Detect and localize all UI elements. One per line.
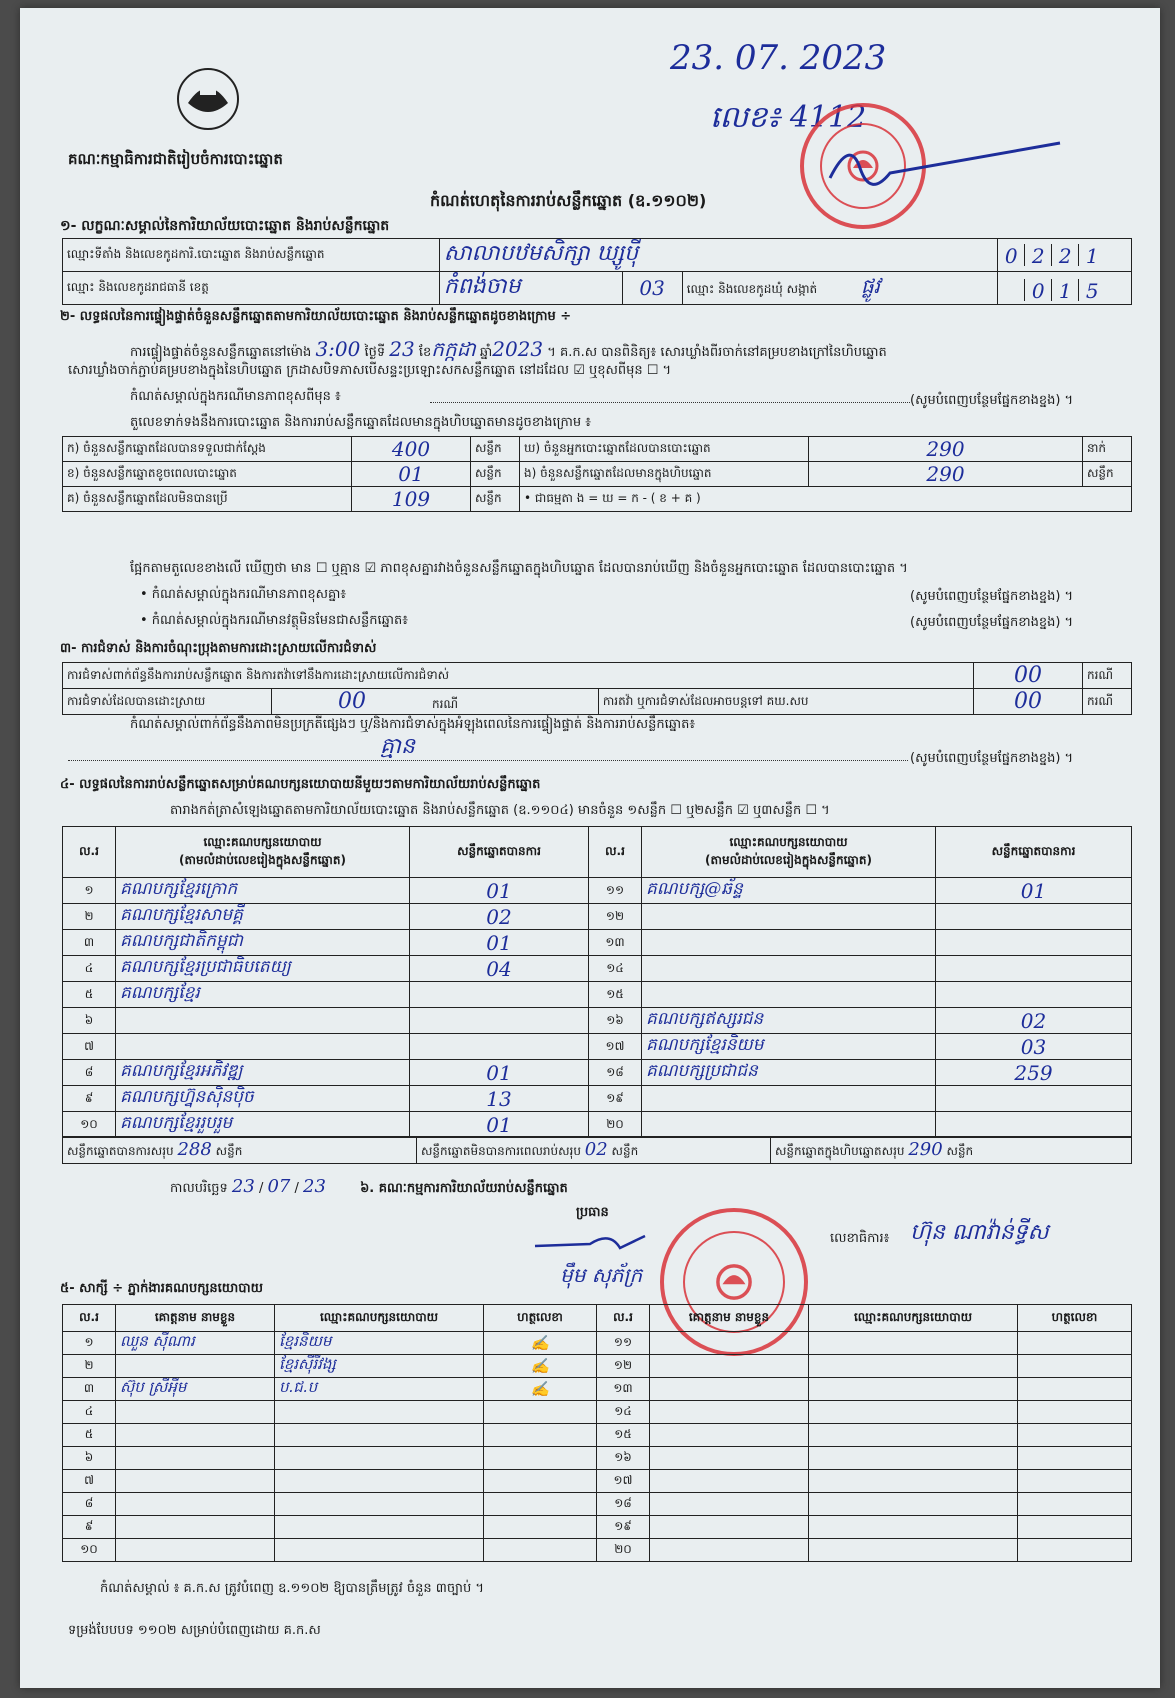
objections-value: 00 xyxy=(974,663,1083,689)
table-header xyxy=(63,1305,1132,1332)
date-month: 07 xyxy=(267,1176,291,1197)
location-code xyxy=(998,239,1132,272)
col-no: ល.រ xyxy=(597,1305,650,1332)
witness-party xyxy=(809,1516,1018,1539)
unit-label: ករណី xyxy=(1083,663,1132,689)
witness-no: ៨ xyxy=(63,1493,116,1516)
result-no: ៤ xyxy=(63,956,116,982)
result-no: ១៧ xyxy=(589,1034,642,1060)
witness-table xyxy=(62,1304,1132,1562)
numbers-intro: តួលេខទាក់ទងនឹងការបោះឆ្នោត និងការរាប់សន្លឹកឆ្នោតដែលមានក្នុងហិបឆ្នោតមានដូចខាងក្រោម ៖ xyxy=(130,415,591,430)
numbers-table xyxy=(62,436,1132,512)
result-no: ១ xyxy=(63,878,116,904)
location-code-digit: 2 xyxy=(1051,244,1078,266)
verify-line1-suffix: ។ គ.ក.ស បានពិនិត្យ៖ សោរឃ្លាំងពីរចាក់នៅគម្របខាងក្រៅនៃហិបឆ្នោត xyxy=(547,345,887,360)
fill-hint: (សូមបំពេញបន្ថែមផ្នែកខាងខ្នង) ។ xyxy=(910,589,1074,604)
table-row xyxy=(63,956,1132,982)
results-totals xyxy=(62,1136,1132,1164)
result-party: គណបក្សហ្វ៊ុនស៊ិនប៉ិច xyxy=(116,1086,410,1112)
chair-signature xyxy=(530,1226,650,1256)
unit-label: សន្លឹក xyxy=(946,1144,974,1158)
col-party-title: ឈ្មោះគណបក្សនយោបាយ xyxy=(729,835,848,849)
result-no: ៩ xyxy=(63,1086,116,1112)
unit-label: សន្លឹក xyxy=(471,437,520,462)
witness-signature xyxy=(1018,1332,1132,1355)
witness-signature xyxy=(1018,1493,1132,1516)
escalated-label: ការតវ៉ា ឬការជំទាស់ដែលអាចបន្តទៅ គឃ.សប xyxy=(598,689,973,715)
result-party xyxy=(642,1112,936,1138)
result-no: ៨ xyxy=(63,1060,116,1086)
witness-no: ១ xyxy=(63,1332,116,1355)
verify-time-label: ការផ្ទៀងផ្ទាត់ចំនួនសន្លឹកឆ្នោតនៅម៉ោង xyxy=(130,345,312,360)
witness-signature: ✍ xyxy=(484,1355,597,1378)
table-row xyxy=(63,878,1132,904)
form-code: ទម្រង់បែបបទ ១១០២ សម្រាប់បំពេញដោយ គ.ក.ស xyxy=(68,1623,321,1638)
tally-sheet-count: តារាងកត់ត្រាសំឡេងឆ្នោតតាមការិយាល័យបោះឆ្នោត និងរាប់សន្លឹកឆ្នោត (ឧ.១១០៤) មានចំនួន ១សន្លឹក ☐ ឬ២សន្លឹក ☑ ឬ៣សន្លឹក ☐ ។ xyxy=(170,803,830,818)
irregularity-note-label: កំណត់សម្គាល់ពាក់ព័ន្ធនឹងភាពមិនប្រក្រតីផ្សេងៗ ឬ/និងការជំទាស់ក្នុងអំឡុងពេលនៃការផ្ទៀងផ្ទាត់ និងការរាប់សន្លឹកឆ្នោត៖ xyxy=(130,717,696,732)
table-row xyxy=(63,982,1132,1008)
witness-signature xyxy=(1018,1378,1132,1401)
witness-signature xyxy=(484,1470,597,1493)
col-name: គោត្តនាម នាមខ្លួន xyxy=(650,1305,809,1332)
table-row xyxy=(63,1086,1132,1112)
location-code-digit: 1 xyxy=(1078,244,1105,266)
commune-code xyxy=(998,272,1132,305)
result-no: ១៤ xyxy=(589,956,642,982)
section1-table xyxy=(62,238,1132,305)
result-party xyxy=(642,930,936,956)
result-no: ១៩ xyxy=(589,1086,642,1112)
result-votes xyxy=(410,982,589,1008)
col-party xyxy=(116,827,410,878)
col-no: ល.រ xyxy=(589,827,642,878)
fill-hint: (សូមបំពេញបន្ថែមផ្នែកខាងខ្នង) ។ xyxy=(910,393,1074,408)
received-value: 400 xyxy=(352,437,471,462)
witness-name xyxy=(116,1539,275,1562)
results-table xyxy=(62,826,1132,1138)
table-row xyxy=(63,437,1132,462)
result-party: គណបក្សខ្មែរក្រោក xyxy=(116,878,410,904)
result-votes xyxy=(410,1008,589,1034)
unit-label: សន្លឹក xyxy=(1083,462,1132,487)
witness-party xyxy=(275,1493,484,1516)
secretary-label: លេខាធិការ៖ xyxy=(830,1231,890,1246)
verify-month-label: ខែ xyxy=(418,345,432,360)
witness-name xyxy=(650,1378,809,1401)
table-row xyxy=(63,1470,1132,1493)
result-party: គណបក្សខ្មែរប្រជាធិបតេយ្យ xyxy=(116,956,410,982)
witness-no: ៤ xyxy=(63,1401,116,1424)
table-row xyxy=(63,1060,1132,1086)
witness-party xyxy=(275,1401,484,1424)
witness-party: ខ្មែរនិយម xyxy=(275,1332,484,1355)
table-row xyxy=(63,1401,1132,1424)
unused-value: 109 xyxy=(352,487,471,512)
result-votes: 259 xyxy=(936,1060,1132,1086)
witness-name xyxy=(650,1516,809,1539)
witness-no: ១៦ xyxy=(597,1447,650,1470)
col-party-sub: (តាមលំដាប់លេខរៀងក្នុងសន្លឹកឆ្នោត) xyxy=(705,853,872,867)
result-no: ១៣ xyxy=(589,930,642,956)
witness-party xyxy=(809,1447,1018,1470)
witness-party xyxy=(809,1355,1018,1378)
witness-no: ៣ xyxy=(63,1378,116,1401)
result-votes: 02 xyxy=(410,904,589,930)
witness-no: ២០ xyxy=(597,1539,650,1562)
invalid-total-cell xyxy=(417,1137,771,1164)
section2-title: ២- លទ្ធផលនៃការផ្ទៀងផ្ទាត់ចំនួនសន្លឹកឆ្នោតតាមការិយាល័យបោះឆ្នោត និងរាប់សន្លឹកឆ្នោតដូចខាងក្រោម ÷ xyxy=(60,309,572,324)
witness-signature xyxy=(484,1516,597,1539)
section4-title: ៤- លទ្ធផលនៃការរាប់សន្លឹកឆ្នោតសម្រាប់គណបក្សនយោបាយនីមួយៗតាមការិយាល័យរាប់សន្លឹកឆ្នោត xyxy=(60,777,541,792)
witness-party xyxy=(275,1470,484,1493)
result-party xyxy=(642,904,936,930)
col-votes: សន្លឹកឆ្នោតបានការ xyxy=(410,827,589,878)
unused-label: គ) ចំនួនសន្លឹកឆ្នោតដែលមិនបានប្រើ xyxy=(63,487,352,512)
commune-cell xyxy=(682,272,997,305)
table-row xyxy=(63,1008,1132,1034)
witness-name: ស៊ុប ស្រីអុីម xyxy=(116,1378,275,1401)
in-box-value: 290 xyxy=(809,462,1083,487)
witness-name: ឈួន ស៊ីណារ xyxy=(116,1332,275,1355)
in-box-label: ង) ចំនួនសន្លឹកឆ្នោតដែលមានក្នុងហិបឆ្នោត xyxy=(520,462,809,487)
result-no: ២ xyxy=(63,904,116,930)
handwritten-ref: លេខ៖ 4112 xyxy=(710,100,867,135)
province-value: កំពង់ចាម xyxy=(439,272,622,305)
unit-label: សន្លឹក xyxy=(611,1144,639,1158)
formula: • ជាធម្មតា ង = ឃ = ក - ( ខ + គ ) xyxy=(520,487,1132,512)
invalid-total-label: សន្លឹកឆ្នោតមិនបានការពេលរាប់សរុប xyxy=(421,1144,581,1158)
witness-name xyxy=(116,1470,275,1493)
foreign-object-note: • កំណត់សម្គាល់ក្នុងករណីមានវត្ថុមិនមែនជាសន្លឹកឆ្នោត៖ xyxy=(140,613,408,628)
table-row xyxy=(63,1516,1132,1539)
fill-hint: (សូមបំពេញបន្ថែមផ្នែកខាងខ្នង) ។ xyxy=(910,751,1074,766)
witness-party xyxy=(809,1470,1018,1493)
table-row xyxy=(63,1447,1132,1470)
result-party: គណបក្សខ្មែររួបរួម xyxy=(116,1112,410,1138)
table-row xyxy=(63,1355,1132,1378)
unit-label: នាក់ xyxy=(1083,437,1132,462)
objections-table xyxy=(62,662,1132,715)
witness-name xyxy=(650,1447,809,1470)
location-value: សាលាបឋមសិក្សា ឃ្សូប៉ី xyxy=(439,239,997,272)
witness-name xyxy=(650,1470,809,1493)
witness-no: ៧ xyxy=(63,1470,116,1493)
result-party: គណបក្សខ្មែរសាមគ្គី xyxy=(116,904,410,930)
org-name: គណៈកម្មាធិការជាតិរៀបចំការបោះឆ្នោត xyxy=(68,150,283,168)
witness-no: ១៤ xyxy=(597,1401,650,1424)
witness-party xyxy=(809,1378,1018,1401)
spoiled-label: ខ) ចំនួនសន្លឹកឆ្នោតខូចពេលបោះឆ្នោត xyxy=(63,462,352,487)
commune-code-digit: 0 xyxy=(1024,279,1051,301)
table-row xyxy=(63,1424,1132,1447)
witness-name xyxy=(650,1539,809,1562)
result-no: ៧ xyxy=(63,1034,116,1060)
witness-party xyxy=(275,1516,484,1539)
irregularity-note-value: គ្មាន xyxy=(380,734,415,759)
verify-ok-checkbox[interactable]: ☑ xyxy=(573,363,585,378)
result-party: គណបក្សខ្មែរអភិវឌ្ឍ xyxy=(116,1060,410,1086)
objections-label: ការជំទាស់ពាក់ព័ន្ធនឹងការរាប់សន្លឹកឆ្នោត និងការតវ៉ាទៅនឹងការដោះស្រាយលើការជំទាស់ xyxy=(63,663,974,689)
escalated-value: 00 xyxy=(974,689,1083,715)
result-party xyxy=(642,982,936,1008)
result-no: ៦ xyxy=(63,1008,116,1034)
witness-no: ១៥ xyxy=(597,1424,650,1447)
section3-title: ៣- ការជំទាស់ និងការចំណុះប្រុងតាមការដោះស្រាយលើការជំទាស់ xyxy=(60,641,377,656)
commune-label: ឈ្មោះ និងលេខកូដឃុំ សង្កាត់ xyxy=(686,282,818,296)
form-title: កំណត់ហេតុនៃការរាប់សន្លឹកឆ្នោត (ឧ.១១០២) xyxy=(430,191,707,210)
result-no: ១០ xyxy=(63,1112,116,1138)
col-no: ល.រ xyxy=(63,1305,116,1332)
witness-name xyxy=(650,1332,809,1355)
witness-signature xyxy=(1018,1401,1132,1424)
diff-note-label: កំណត់សម្គាល់ក្នុងករណីមានភាពខុសពីមុន ៖ xyxy=(130,389,341,404)
witness-party xyxy=(809,1424,1018,1447)
witness-party xyxy=(275,1539,484,1562)
result-party: គណបក្ស@ឆ័ន្ទ xyxy=(642,878,936,904)
witness-party xyxy=(809,1332,1018,1355)
resolved-cell xyxy=(272,689,599,715)
table-row xyxy=(63,663,1132,689)
verify-changed-label: ឬខុសពីមុន xyxy=(588,363,643,378)
box-total: 290 xyxy=(908,1139,943,1160)
witness-signature xyxy=(484,1424,597,1447)
result-party: គណបក្សខ្មែរ xyxy=(116,982,410,1008)
witness-party: ខ្មែរស៊ីរីវង្ស xyxy=(275,1355,484,1378)
witness-name xyxy=(650,1424,809,1447)
voters-value: 290 xyxy=(809,437,1083,462)
unit-label: ករណី xyxy=(432,697,459,711)
witness-no: ៦ xyxy=(63,1447,116,1470)
witness-name xyxy=(116,1447,275,1470)
result-votes xyxy=(936,904,1132,930)
witness-no: ១៩ xyxy=(597,1516,650,1539)
table-row xyxy=(63,462,1132,487)
commune-value: ផ្លូវ xyxy=(860,274,880,298)
result-no: ៥ xyxy=(63,982,116,1008)
commune-code-digit: 5 xyxy=(1078,279,1105,301)
witness-signature: ✍ xyxy=(484,1378,597,1401)
result-party xyxy=(642,1086,936,1112)
verify-time: 3:00 xyxy=(315,337,361,361)
witness-name xyxy=(650,1401,809,1424)
table-row xyxy=(63,1332,1132,1355)
table-row xyxy=(63,1539,1132,1562)
witness-signature xyxy=(484,1539,597,1562)
resolved-value: 00 xyxy=(338,689,366,714)
table-row xyxy=(63,1034,1132,1060)
result-votes: 01 xyxy=(410,1112,589,1138)
province-label: ឈ្មោះ និងលេខកូដរាជធានី ខេត្ត xyxy=(63,272,440,305)
witness-party xyxy=(275,1424,484,1447)
witness-no: ១៨ xyxy=(597,1493,650,1516)
col-sign: ហត្ថលេខា xyxy=(1018,1305,1132,1332)
witness-signature xyxy=(1018,1355,1132,1378)
witness-no: ១៣ xyxy=(597,1378,650,1401)
table-row xyxy=(63,487,1132,512)
nec-emblem-icon xyxy=(170,63,246,135)
witness-name xyxy=(650,1493,809,1516)
result-votes: 01 xyxy=(410,930,589,956)
witness-no: ១១ xyxy=(597,1332,650,1355)
witness-no: ១៧ xyxy=(597,1470,650,1493)
result-votes: 01 xyxy=(410,1060,589,1086)
table-row xyxy=(63,1493,1132,1516)
result-no: ១៦ xyxy=(589,1008,642,1034)
result-votes: 03 xyxy=(936,1034,1132,1060)
witness-no: ២ xyxy=(63,1355,116,1378)
verify-day-label: ថ្ងៃទី xyxy=(364,345,386,360)
col-name: គោត្តនាម នាមខ្លួន xyxy=(116,1305,275,1332)
verify-year-label: ឆ្នាំ xyxy=(479,345,493,360)
result-votes xyxy=(936,1086,1132,1112)
voters-label: ឃ) ចំនួនអ្នកបោះឆ្នោតដែលបានបោះឆ្នោត xyxy=(520,437,809,462)
box-total-label: សន្លឹកឆ្នោតក្នុងហិបឆ្នោតសរុប xyxy=(775,1144,905,1158)
table-row xyxy=(63,904,1132,930)
col-party: ឈ្មោះគណបក្សនយោបាយ xyxy=(809,1305,1018,1332)
result-no: ១៥ xyxy=(589,982,642,1008)
result-no: ៣ xyxy=(63,930,116,956)
col-party xyxy=(642,827,936,878)
result-votes xyxy=(936,982,1132,1008)
verify-year: 2023 xyxy=(492,337,544,361)
witness-party: ប.ជ.ប xyxy=(275,1378,484,1401)
result-no: ១១ xyxy=(589,878,642,904)
result-party xyxy=(116,1008,410,1034)
result-party: គណបក្សជាតិកម្ពុជា xyxy=(116,930,410,956)
difference-note: • កំណត់សម្គាល់ក្នុងករណីមានភាពខុសគ្នា៖ xyxy=(140,587,347,602)
result-party: គណបក្សខ្មែរនិយម xyxy=(642,1034,936,1060)
box-total-cell xyxy=(771,1137,1132,1164)
result-votes xyxy=(936,956,1132,982)
fill-hint: (សូមបំពេញបន្ថែមផ្នែកខាងខ្នង) ។ xyxy=(910,615,1074,630)
witness-name xyxy=(116,1516,275,1539)
received-label: ក) ចំនួនសន្លឹកឆ្នោតដែលបានទទួលជាក់ស្តែង xyxy=(63,437,352,462)
col-sign: ហត្ថលេខា xyxy=(484,1305,597,1332)
section5-title: ៥- សាក្សី ÷ ភ្នាក់ងារគណបក្សនយោបាយ xyxy=(60,1281,263,1296)
witness-party xyxy=(809,1539,1018,1562)
witness-no: ៥ xyxy=(63,1424,116,1447)
date-label: កាលបរិច្ឆេទ xyxy=(170,1181,228,1196)
footer-note: កំណត់សម្គាល់ ៖ គ.ក.ស ត្រូវបំពេញ ឧ.១១០២ ឱ្យបានត្រឹមត្រូវ ចំនួន ៣ច្បាប់ ។ xyxy=(100,1581,484,1596)
unit-label: ករណី xyxy=(1083,689,1132,715)
result-votes xyxy=(936,1112,1132,1138)
witness-signature xyxy=(1018,1516,1132,1539)
location-code-digit: 0 xyxy=(1004,244,1018,268)
handwritten-date: 23. 07. 2023 xyxy=(670,38,887,78)
table-row xyxy=(63,1378,1132,1401)
result-votes: 02 xyxy=(936,1008,1132,1034)
result-votes: 01 xyxy=(936,878,1132,904)
form-sheet xyxy=(20,8,1160,1688)
witness-signature xyxy=(1018,1424,1132,1447)
table-row xyxy=(63,689,1132,715)
witness-name xyxy=(116,1424,275,1447)
resolved-label: ការជំទាស់ដែលបានដោះស្រាយ xyxy=(63,689,272,715)
witness-signature xyxy=(484,1401,597,1424)
unit-label: សន្លឹក xyxy=(471,487,520,512)
witness-no: ៩ xyxy=(63,1516,116,1539)
section1-title: ១- លក្ខណៈសម្គាល់នៃការិយាល័យបោះឆ្នោត និងរាប់សន្លឹកឆ្នោត xyxy=(60,218,390,234)
witness-name xyxy=(650,1355,809,1378)
witness-signature xyxy=(484,1493,597,1516)
witness-name xyxy=(116,1355,275,1378)
verify-changed-checkbox[interactable]: ☐ xyxy=(646,363,659,378)
table-header xyxy=(63,827,1132,878)
location-label: ឈ្មោះទីតាំង និងលេខកូដការិ.បោះឆ្នោត និងរាប់សន្លឹកឆ្នោត xyxy=(63,239,440,272)
witness-signature xyxy=(1018,1470,1132,1493)
witness-party xyxy=(809,1401,1018,1424)
valid-total-label: សន្លឹកឆ្នោតបានការសរុប xyxy=(67,1144,174,1158)
witness-signature xyxy=(1018,1447,1132,1470)
table-row xyxy=(63,1137,1132,1164)
result-party: គណបក្សប្រជាជន xyxy=(642,1060,936,1086)
witness-signature: ✍ xyxy=(484,1332,597,1355)
signature-top xyxy=(820,138,1080,198)
result-no: ២០ xyxy=(589,1112,642,1138)
stamp-emblem-icon xyxy=(711,1259,757,1305)
witness-party xyxy=(809,1493,1018,1516)
result-party: គណបក្សឥស្សរជន xyxy=(642,1008,936,1034)
col-party-title: ឈ្មោះគណបក្សនយោបាយ xyxy=(203,835,322,849)
result-votes: 01 xyxy=(410,878,589,904)
valid-total-cell xyxy=(63,1137,417,1164)
chair-name: ម៉ឹម សុភ័ក្រ xyxy=(560,1263,643,1287)
verify-line2: សោរឃ្លាំងចាក់ភ្ជាប់គម្របខាងក្នុងនៃហិបឆ្នោត ក្រដាសបិទភាសបើសន្ទះប្រឡោះសកសន្លឹកឆ្នោត នៅដដែល ☑ ឬខុសពីមុន ☐ ។ xyxy=(68,363,672,378)
date-day: 23 xyxy=(231,1176,255,1197)
result-votes xyxy=(410,1034,589,1060)
col-no: ល.រ xyxy=(63,827,116,878)
result-party xyxy=(116,1034,410,1060)
verify-line2-text: សោរឃ្លាំងចាក់ភ្ជាប់គម្របខាងក្នុងនៃហិបឆ្នោត ក្រដាសបិទភាសបើសន្ទះប្រឡោះសកសន្លឹកឆ្នោត នៅដដែល xyxy=(68,363,570,378)
chair-label: ប្រធាន xyxy=(576,1205,609,1220)
witness-signature xyxy=(1018,1539,1132,1562)
secretary-name: ហ៊ុន ណាវ៉ាន់ទ្ធីស xyxy=(910,1220,1049,1245)
result-votes xyxy=(936,930,1132,956)
province-code: 03 xyxy=(622,272,682,305)
witness-party xyxy=(275,1447,484,1470)
unit-label: សន្លឹក xyxy=(471,462,520,487)
location-code-digit: 2 xyxy=(1024,244,1051,266)
verify-month: កក្កដា xyxy=(431,337,476,361)
verify-day: 23 xyxy=(389,337,415,361)
col-party: ឈ្មោះគណបក្សនយោបាយ xyxy=(275,1305,484,1332)
witness-no: ១០ xyxy=(63,1539,116,1562)
valid-total: 288 xyxy=(177,1139,212,1160)
committee-title: ៦. គណៈកម្មការការិយាល័យរាប់សន្លឹកឆ្នោត xyxy=(360,1181,568,1196)
result-votes: 13 xyxy=(410,1086,589,1112)
date-year: 23 xyxy=(303,1176,326,1197)
unit-label: សន្លឹក xyxy=(215,1144,243,1158)
result-party xyxy=(642,956,936,982)
date-line: កាលបរិច្ឆេទ 23 / 07 / 23 ៦. គណៈកម្មការការិយាល័យរាប់សន្លឹកឆ្នោត xyxy=(170,1176,568,1197)
col-party-sub: (តាមលំដាប់លេខរៀងក្នុងសន្លឹកឆ្នោត) xyxy=(179,853,346,867)
witness-no: ១២ xyxy=(597,1355,650,1378)
invalid-total: 02 xyxy=(584,1139,608,1160)
table-row xyxy=(63,930,1132,956)
commune-code-digit: 1 xyxy=(1051,279,1078,301)
spoiled-value: 01 xyxy=(352,462,471,487)
witness-signature xyxy=(484,1447,597,1470)
col-votes: សន្លឹកឆ្នោតបានការ xyxy=(936,827,1132,878)
difference-check: ផ្អែកតាមតួលេខខាងលើ ឃើញថា មាន ☐ ឬគ្មាន ☑ ភាពខុសគ្នារវាងចំនួនសន្លឹកឆ្នោតក្នុងហិបឆ្នោត ដែលបានរាប់ឃើញ និងចំនួនអ្នកបោះឆ្នោត ដែលបានបោះឆ្នោត ។ xyxy=(130,561,908,576)
result-votes: 04 xyxy=(410,956,589,982)
table-row xyxy=(63,1112,1132,1138)
result-no: ១២ xyxy=(589,904,642,930)
witness-name xyxy=(116,1401,275,1424)
witness-name xyxy=(116,1493,275,1516)
result-no: ១៨ xyxy=(589,1060,642,1086)
